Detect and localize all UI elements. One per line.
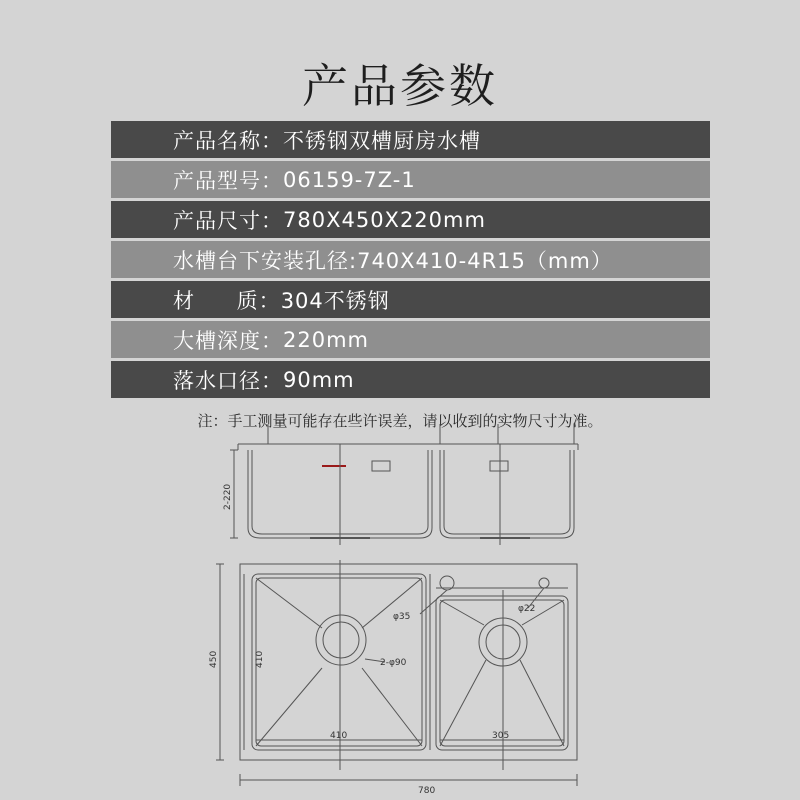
spec-value: 780X450X220mm <box>283 207 486 232</box>
drain-dimension: 2-φ90 <box>380 658 407 668</box>
basin-height-dimension: 410 <box>255 650 265 668</box>
spec-value: 06159-7Z-1 <box>283 167 416 192</box>
total-width-dimension: 780 <box>418 786 436 796</box>
measurement-note: 注：手工测量可能存在些许误差，请以收到的实物尺寸为准。 <box>197 412 603 430</box>
page-title: 产品参数 <box>302 59 498 113</box>
spec-label: 材 质： <box>173 288 281 313</box>
spec-label: 产品型号： <box>173 168 283 193</box>
basin-small-width-dimension: 305 <box>492 731 510 741</box>
depth-dimension: 2-220 <box>223 483 233 510</box>
total-height-dimension: 450 <box>209 650 219 668</box>
spec-label: 产品名称： <box>173 128 283 153</box>
spec-label: 落水口径： <box>173 368 283 393</box>
spec-label: 大槽深度： <box>173 328 283 353</box>
spec-value: 不锈钢双槽厨房水槽 <box>283 128 481 153</box>
basin-large-width-dimension: 410 <box>330 731 348 741</box>
side-view <box>230 424 578 545</box>
spec-value: 740X410-4R15（mm） <box>357 248 613 273</box>
spec-value: 220mm <box>283 327 369 352</box>
spec-label: 产品尺寸： <box>173 208 283 233</box>
hole-large-dimension: φ35 <box>393 612 411 622</box>
hole-small-dimension: φ22 <box>518 604 536 614</box>
top-view <box>216 560 577 786</box>
spec-value: 304不锈钢 <box>280 288 390 313</box>
spec-value: 90mm <box>283 367 355 392</box>
spec-label: 水槽台下安装孔径: <box>173 248 358 273</box>
